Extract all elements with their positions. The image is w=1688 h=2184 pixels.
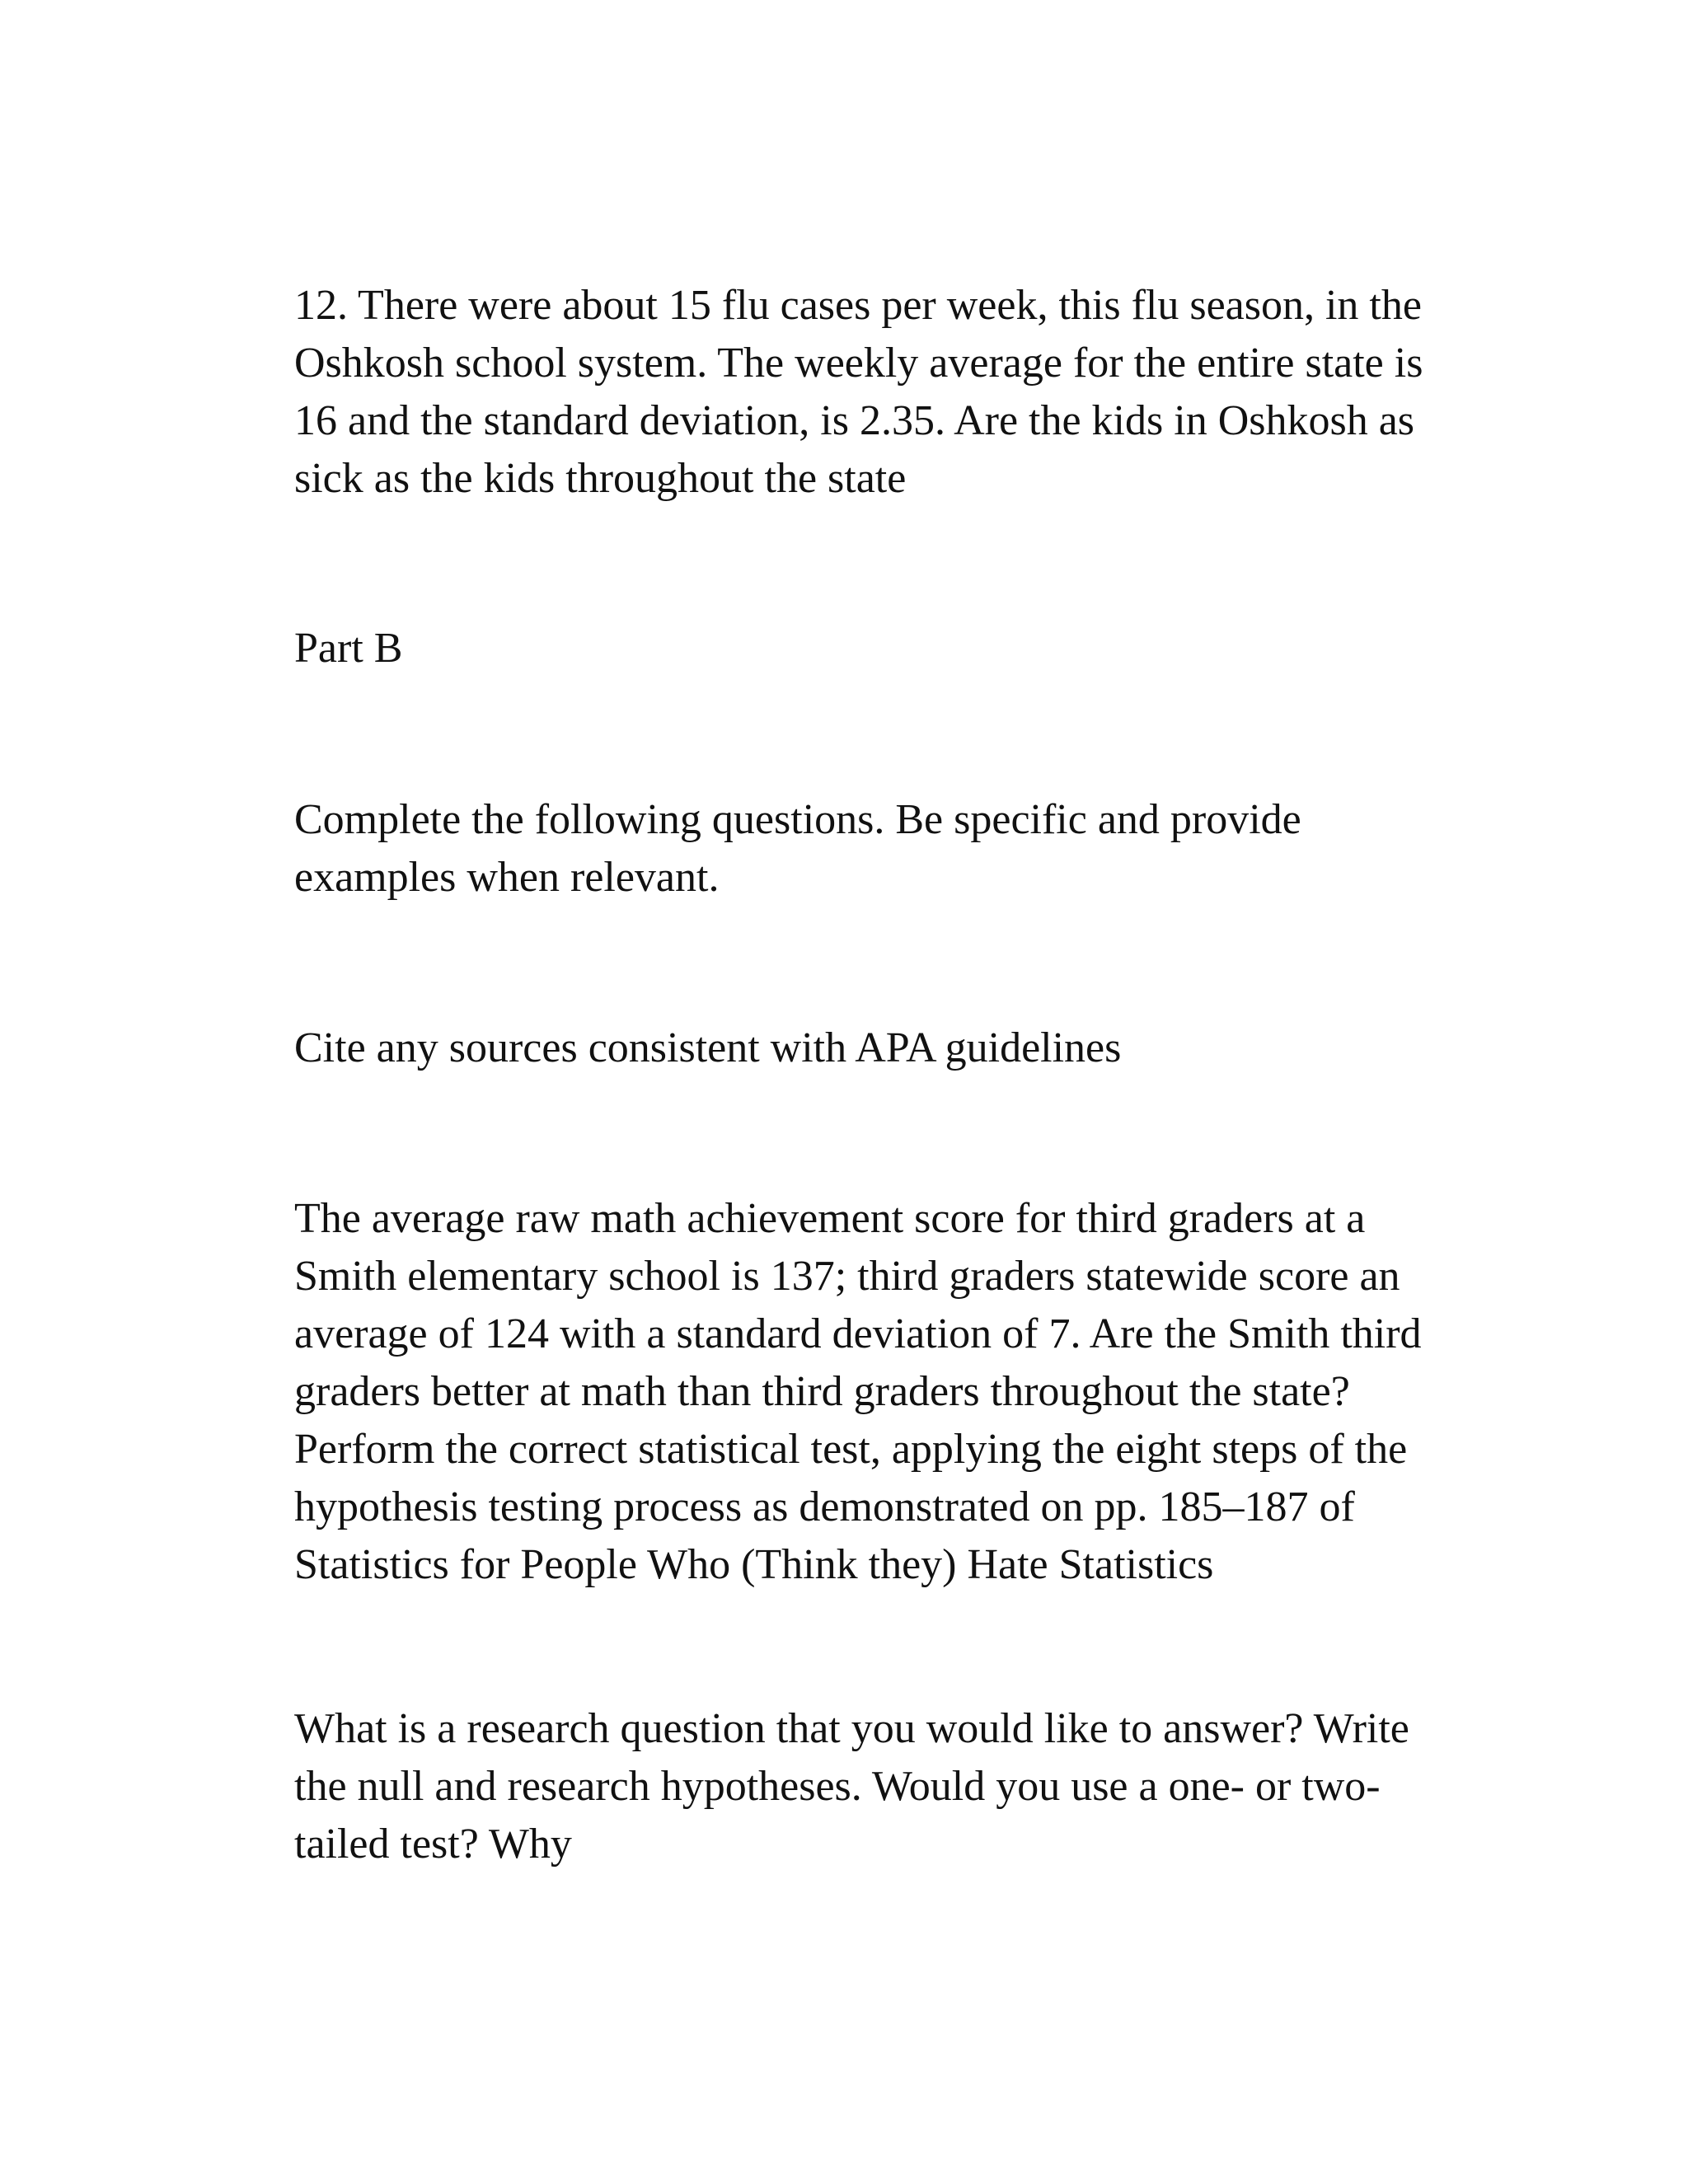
research-question-paragraph: What is a research question that you would like to answer? Write the null and research hypotheses. Would you use a one- or two- tailed test? Why [294, 1705, 1409, 1868]
part-b-heading: Part B [294, 625, 403, 672]
citation-note: Cite any sources consistent with APA guidelines [294, 1024, 1122, 1071]
question-12-paragraph: 12. There were about 15 flu cases per week, this flu season, in the Oshkosh school system. The weekly average for the entire state is 16 and the standard deviation, is 2.35. Are the kids in Oshkosh as sick as the kids throughout the state [294, 282, 1423, 502]
instructions-paragraph: Complete the following questions. Be specific and provide examples when relevant. [294, 796, 1301, 901]
math-question-paragraph: The average raw math achievement score for third graders at a Smith elementary school is 137; third graders statewide score an average of 124 with a standard deviation of 7. Are the Smith third graders better at math than third graders throughout the state? Perform the correct statistical test, applying the eight steps of the hypothesis testing process as demonstrated on pp. 185–187 of Statistics for People Who (Think they) Hate Statistics [294, 1195, 1422, 1588]
